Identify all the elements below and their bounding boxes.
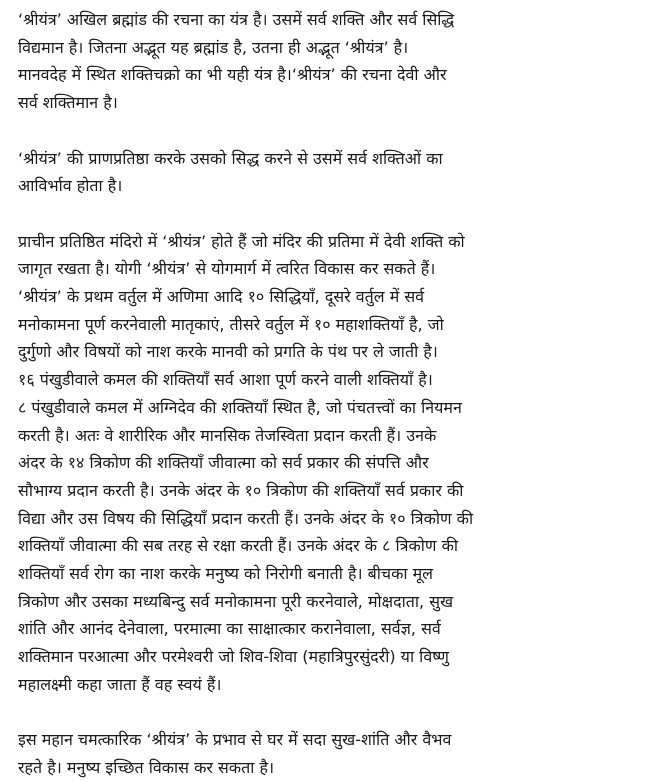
text-line: महालक्ष्मी कहा जाता हैं वह स्वयं हैं। xyxy=(18,674,222,694)
text-line: १६ पंखुडीवाले कमल की शक्तियाँ सर्व आशा पूर्ण करने वाली शक्तियाँ है। xyxy=(18,370,433,390)
text-line: रहते है। मनुष्य इच्छित विकास कर सकता है। xyxy=(18,757,275,777)
text-line: विद्यमान है। जितना अद्भूत यह ब्रह्मांड है, उतना ही अद्भूत ‘श्रीयंत्र’ है। xyxy=(18,37,409,57)
paragraph-pranapratishtha xyxy=(18,145,646,200)
text-line: शक्तिमान परआत्मा और परमेश्वरी जो शिव-शिवा (महात्रिपुरसुंदरी) या विष्णु xyxy=(18,647,449,667)
text-line: सौभाग्य प्रदान करती है। उनके अंदर के १० त्रिकोण की शक्तियाँ सर्व प्रकार की xyxy=(18,480,464,500)
text-line: अंदर के १४ त्रिकोण की शक्तियाँ जीवात्मा को सर्व प्रकार की संपत्ति और xyxy=(18,453,429,473)
paragraph-temples-and-shaktis xyxy=(18,228,646,699)
text-line: ८ पंखुडीवाले कमल में अग्निदेव की शक्तियाँ स्थित है, जो पंचतत्त्वों का नियमन xyxy=(18,397,462,417)
text-line: विद्या और उस विषय की सिद्धियाँ प्रदान करती हैं। उनके अंदर के १० त्रिकोण की xyxy=(18,508,474,528)
paragraph-conclusion xyxy=(18,726,646,781)
text-line: सर्व शक्तिमान है। xyxy=(18,93,118,113)
text-line: करती है। अतः वे शारीरिक और मानसिक तेजस्विता प्रदान करती हैं। उनके xyxy=(18,425,437,445)
text-line: शांति और आनंद देनेवाला, परमात्मा का साक्षात्कार करानेवाला, सर्वज्ञ, सर्व xyxy=(18,619,441,639)
text-line: ‘श्रीयंत्र’ की प्राणप्रतिष्ठा करके उसको सिद्ध करने से उसमें सर्व शक्तिओं का xyxy=(18,148,443,168)
text-line: ‘श्रीयंत्र’ के प्रथम वर्तुल में अणिमा आदि १० सिद्धियाँ, दूसरे वर्तुल में सर्व xyxy=(18,287,425,306)
text-line: मनोकामना पूर्ण करनेवाली मातृकाएं, तीसरे वर्तुल में १० महाशक्तियाँ है, जो xyxy=(18,314,444,334)
text-line: ‘श्रीयंत्र’ अखिल ब्रह्मांड की रचना का यंत्र है। उसमें सर्व शक्ति और सर्व सिद्धि xyxy=(18,10,455,29)
text-line: शक्तियाँ सर्व रोग का नाश करके मनुष्य को निरोगी बनाती है। बीचका मूल xyxy=(18,564,434,584)
text-line: इस महान चमत्कारिक ‘श्रीयंत्र’ के प्रभाव से घर में सदा सुख-शांति और वैभव xyxy=(18,730,452,750)
paragraph-intro xyxy=(18,6,646,117)
text-line: जागृत रखता है। योगी ‘श्रीयंत्र’ से योगमार्ग में त्वरित विकास कर सकते हैं। xyxy=(18,259,436,279)
text-line: त्रिकोण और उसका मध्यबिन्दु सर्व मनोकामना पूरी करनेवाले, मोक्षदाता, सुख xyxy=(18,591,454,611)
text-line: शक्तियाँ जीवात्मा की सब तरह से रक्षा करती हैं। उनके अंदर के ८ त्रिकोण की xyxy=(18,536,459,556)
text-line: मानवदेह में स्थित शक्तिचक्रो का भी यही यंत्र है।‘श्रीयंत्र’ की रचना देवी और xyxy=(18,65,447,85)
text-line: आविर्भाव होता है। xyxy=(18,176,123,196)
text-line: दुर्गुणो और विषयों को नाश करके मानवी को प्रगति के पंथ पर ले जाती है। xyxy=(18,342,438,362)
text-line: प्राचीन प्रतिष्ठित मंदिरो में ‘श्रीयंत्र’ होते हैं जो मंदिर की प्रतिमा में देवी शक्ति को xyxy=(18,231,465,251)
